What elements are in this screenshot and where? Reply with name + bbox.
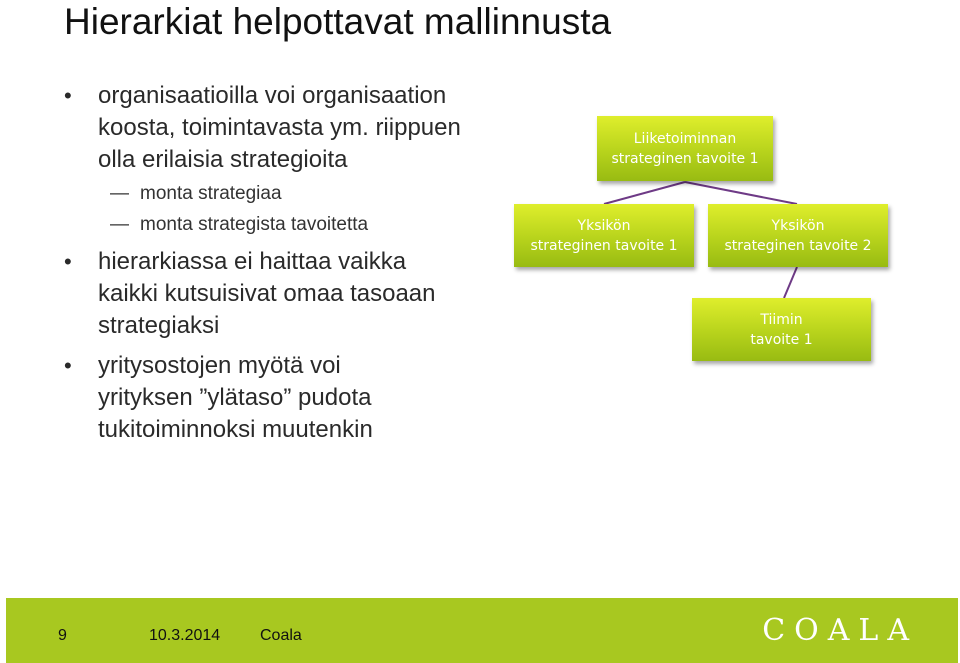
- slide-title: Hierarkiat helpottavat mallinnusta: [64, 1, 612, 42]
- bullet-text: organisaatioilla voi organisaation koosta, toimintavasta ym. riippuen olla erilaisia strategioita: [98, 82, 461, 173]
- goal-box-label: Yksikön: [771, 217, 825, 234]
- bullet-text: yritysostojen myötä voi yrityksen ”ylätaso” pudota tukitoiminnoksi muutenkin: [98, 352, 373, 443]
- footer-date: 10.3.2014: [149, 627, 221, 644]
- goal-box-unit-1: [514, 204, 694, 267]
- page-number: 9: [58, 627, 67, 644]
- connector-root-unit1: [604, 182, 685, 204]
- bullet-dot-icon: •: [64, 353, 72, 378]
- sub-bullet-item: [60, 209, 500, 240]
- footer-brand: Coala: [260, 627, 302, 644]
- connector-root-unit2: [685, 182, 797, 204]
- goal-box-team: [692, 298, 871, 361]
- goal-box-label: strateginen tavoite 1: [530, 237, 678, 254]
- bullet-text: hierarkiassa ei haittaa vaikka kaikki kutsuisivat omaa tasoaan strategiaksi: [98, 248, 436, 339]
- bullet-list: [60, 80, 500, 448]
- coala-logo: COALA: [762, 613, 918, 648]
- goal-box-unit-2: [708, 204, 888, 267]
- bullet-dot-icon: •: [64, 83, 72, 108]
- bullet-item: [60, 350, 438, 446]
- goal-box-label: Liiketoiminnan: [633, 130, 737, 147]
- sub-bullet-text: monta strategista tavoitetta: [140, 214, 369, 235]
- sub-bullet-text: monta strategiaa: [140, 183, 282, 204]
- goal-box-label: Tiimin: [760, 311, 803, 328]
- dash-icon: —: [110, 183, 129, 204]
- bullet-item: [60, 80, 498, 176]
- sub-bullet-item: [60, 178, 500, 209]
- footer-bar: [6, 598, 958, 663]
- bullet-item: [60, 246, 468, 342]
- connector-unit2-team: [784, 267, 797, 298]
- goal-box-label: strateginen tavoite 2: [724, 237, 872, 254]
- dash-icon: —: [110, 214, 129, 235]
- goal-box-label: tavoite 1: [750, 331, 813, 348]
- goal-box-label: Yksikön: [577, 217, 631, 234]
- goal-box-business: [597, 116, 773, 181]
- goal-box-label: strateginen tavoite 1: [611, 150, 759, 167]
- bullet-dot-icon: •: [64, 249, 72, 274]
